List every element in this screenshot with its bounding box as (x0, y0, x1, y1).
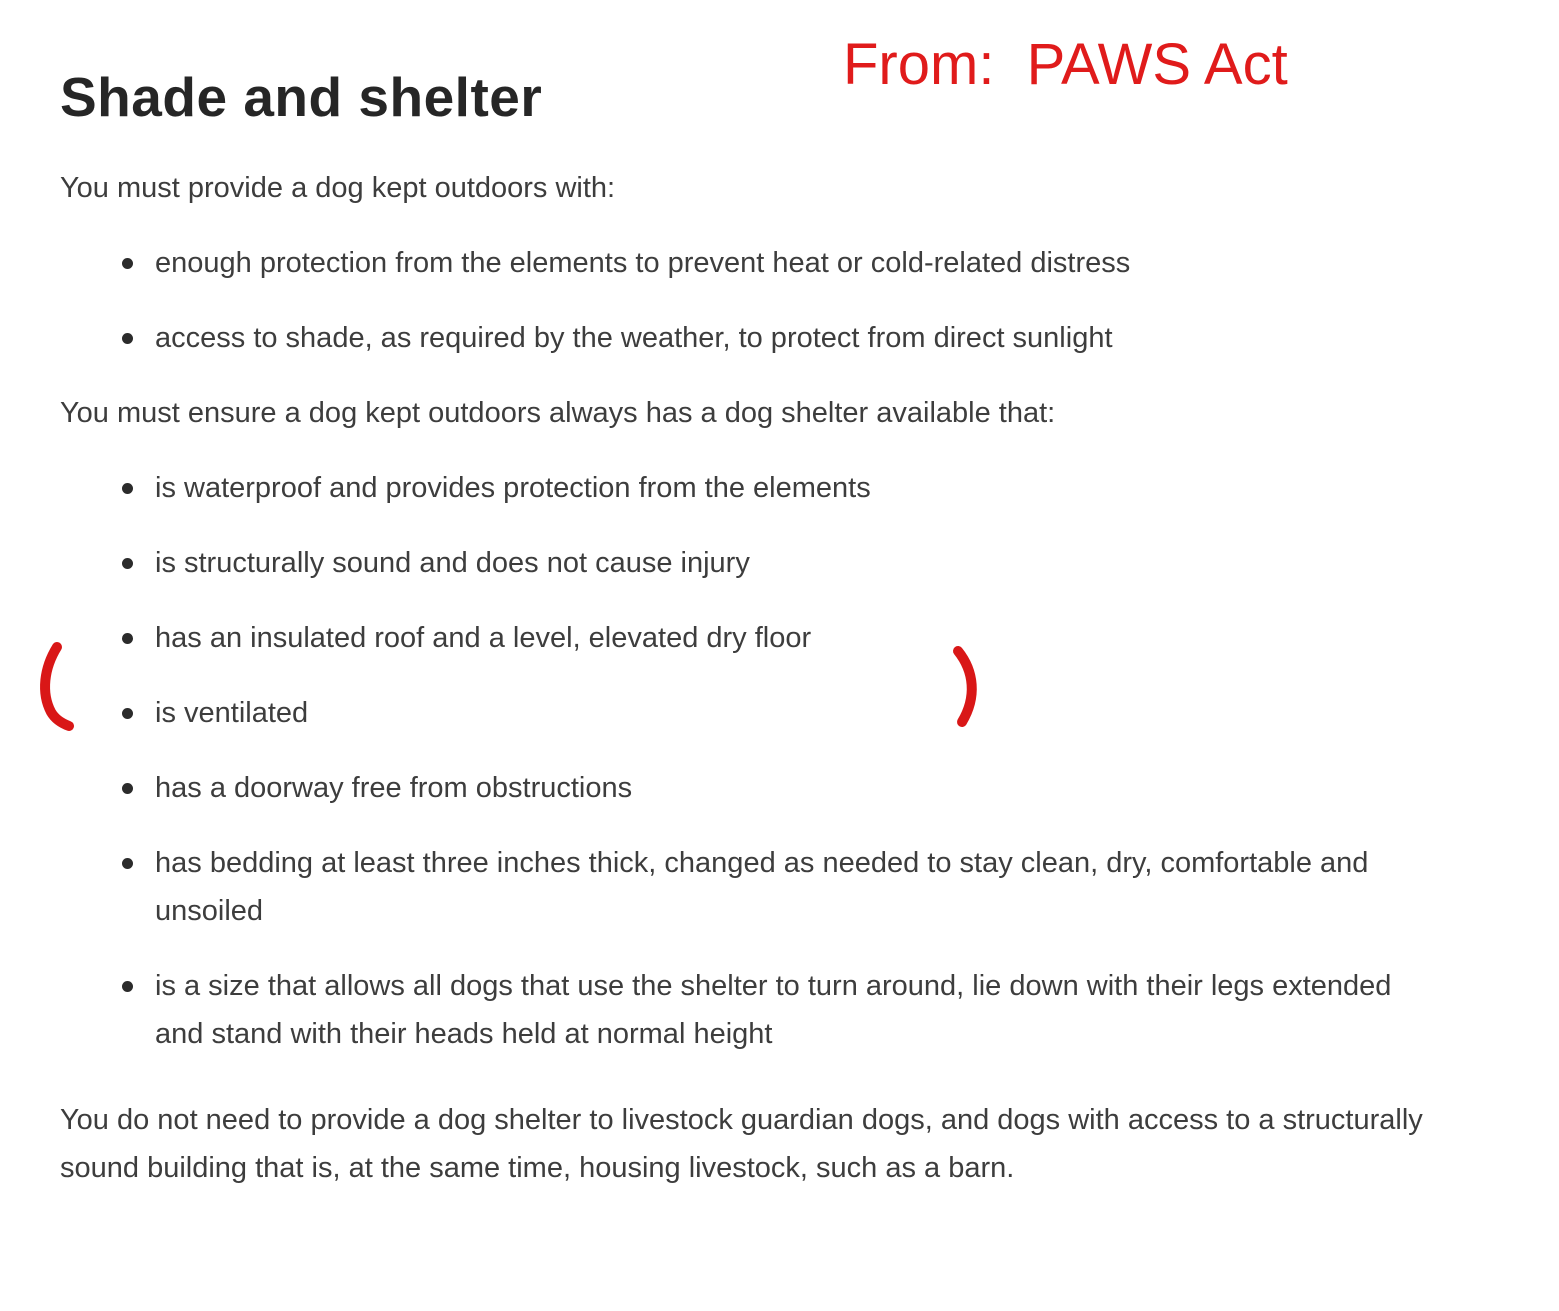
list-item: is structurally sound and does not cause injury (60, 539, 1435, 587)
list-item: has bedding at least three inches thick, changed as needed to stay clean, dry, comfortable and unsoiled (60, 839, 1435, 935)
list-item: is waterproof and provides protection from the elements (60, 464, 1435, 512)
list-item: is a size that allows all dogs that use the shelter to turn around, lie down with their legs extended and stand with their heads held at normal height (60, 962, 1435, 1058)
exemption-paragraph: You do not need to provide a dog shelter to livestock guardian dogs, and dogs with access to a structurally sound building that is, at the same time, housing livestock, such as a barn. (60, 1104, 1423, 1184)
intro-outdoors-paragraph: You must provide a dog kept outdoors with: (60, 172, 616, 204)
list-item: access to shade, as required by the weather, to protect from direct sunlight (60, 314, 1435, 362)
list-item: is ventilated (60, 689, 1435, 737)
page-title: Shade and shelter (60, 66, 543, 128)
outdoors-requirements-list (60, 239, 1494, 362)
list-item: has a doorway free from obstructions (60, 764, 1435, 812)
intro-shelter-paragraph: You must ensure a dog kept outdoors always has a dog shelter available that: (60, 397, 1056, 429)
shelter-requirements-list (60, 464, 1494, 1058)
source-note-annotation: From: PAWS Act (843, 32, 1288, 97)
list-item-insulated-roof: has an insulated roof and a level, elevated dry floor (60, 614, 1435, 662)
list-item: enough protection from the elements to prevent heat or cold-related distress (60, 239, 1435, 287)
